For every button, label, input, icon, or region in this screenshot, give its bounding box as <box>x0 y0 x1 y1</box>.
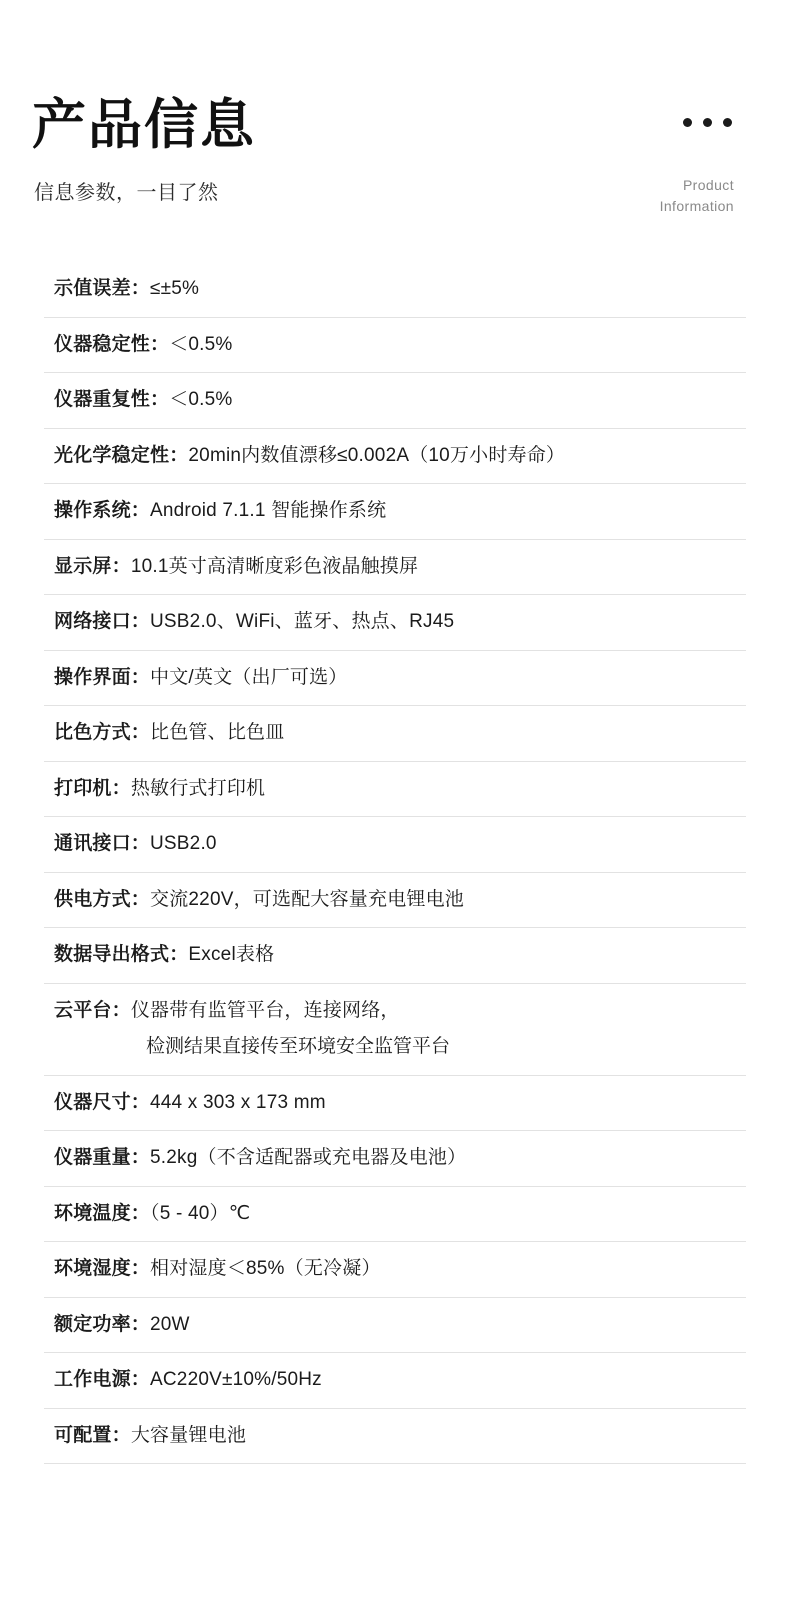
spec-key: 可配置： <box>54 1424 131 1446</box>
spec-value: 20W <box>150 1313 190 1335</box>
spec-value: 比色管、比色皿 <box>150 722 285 743</box>
spec-value: USB2.0、WiFi、蓝牙、热点、RJ45 <box>150 611 455 632</box>
spec-row <box>44 318 746 374</box>
spec-value: 热敏行式打印机 <box>130 777 266 799</box>
spec-key: 仪器稳定性： <box>54 333 170 355</box>
spec-key: 数据导出格式： <box>54 944 189 965</box>
spec-value: 10.1英寸高清晰度彩色液晶触摸屏 <box>130 555 419 577</box>
spec-value: 仪器带有监管平台，连接网络， <box>130 999 400 1021</box>
spec-value: 相对湿度＜85%（无冷凝） <box>150 1258 381 1279</box>
spec-key: 打印机： <box>54 777 131 799</box>
spec-value: USB2.0 <box>150 833 217 854</box>
spec-key: 仪器尺寸： <box>54 1091 151 1113</box>
spec-row <box>44 1076 746 1132</box>
spec-value: 大容量锂电池 <box>130 1424 247 1446</box>
english-label-line1: Product <box>682 177 734 193</box>
spec-value: ＜0.5% <box>169 333 233 355</box>
spec-key: 工作电源： <box>54 1369 151 1390</box>
spec-key: 光化学稳定性： <box>54 444 189 466</box>
spec-key: 操作界面： <box>54 666 151 688</box>
spec-row <box>44 373 746 429</box>
spec-key: 网络接口： <box>54 611 151 632</box>
spec-key: 显示屏： <box>54 555 131 577</box>
spec-value: Excel表格 <box>188 944 275 965</box>
page-title: 产品信息 <box>32 95 256 155</box>
spec-key: 云平台： <box>54 999 131 1021</box>
spec-value: Android 7.1.1 智能操作系统 <box>150 500 387 521</box>
spec-value-continued: 检测结果直接传至环境安全监管平台 <box>146 1036 451 1057</box>
spec-row <box>44 1409 746 1465</box>
spec-value: 中文/英文（出厂可选） <box>150 666 348 688</box>
spec-row <box>44 928 746 984</box>
spec-row <box>44 484 746 540</box>
spec-key: 通讯接口： <box>54 833 151 854</box>
spec-row <box>44 595 746 651</box>
spec-key: 环境湿度： <box>54 1258 151 1279</box>
page-subtitle: 信息参数，一目了然 <box>34 182 219 205</box>
spec-row <box>44 873 746 929</box>
spec-key: 供电方式： <box>54 888 151 910</box>
english-label-line2: Information <box>659 198 734 214</box>
spec-row <box>44 1187 746 1243</box>
spec-value: 444 x 303 x 173 mm <box>150 1091 326 1113</box>
english-label <box>660 175 734 217</box>
spec-value: ＜0.5% <box>169 389 233 410</box>
spec-row <box>44 262 746 318</box>
spec-row <box>44 651 746 707</box>
spec-key: 额定功率： <box>54 1313 151 1335</box>
spec-row <box>44 1298 746 1354</box>
three-dots-icon <box>660 118 732 127</box>
spec-list <box>44 262 746 1464</box>
page-header <box>0 0 790 214</box>
spec-value: 5.2kg（不含适配器或充电器及电池） <box>150 1147 467 1168</box>
spec-row <box>44 1242 746 1298</box>
spec-row <box>44 1131 746 1187</box>
spec-value: 交流220V，可选配大容量充电锂电池 <box>150 888 464 910</box>
spec-row <box>44 540 746 596</box>
spec-row <box>44 429 746 485</box>
spec-key: 仪器重量： <box>54 1147 151 1168</box>
spec-row <box>44 817 746 873</box>
spec-value: 20min内数值漂移≤0.002A（10万小时寿命） <box>188 444 566 466</box>
spec-key: 操作系统： <box>54 500 151 521</box>
spec-value: ≤±5% <box>150 278 200 299</box>
spec-key: 比色方式： <box>54 722 151 743</box>
header-right-block <box>660 118 734 217</box>
spec-key: 环境温度： <box>54 1202 151 1224</box>
spec-key: 仪器重复性： <box>54 389 170 410</box>
spec-row <box>44 984 746 1076</box>
spec-value: AC220V±10%/50Hz <box>150 1369 322 1390</box>
spec-row <box>44 706 746 762</box>
spec-row <box>44 762 746 818</box>
spec-key: 示值误差： <box>54 278 151 299</box>
spec-value: （5 - 40）℃ <box>150 1202 251 1224</box>
spec-row <box>44 1353 746 1409</box>
